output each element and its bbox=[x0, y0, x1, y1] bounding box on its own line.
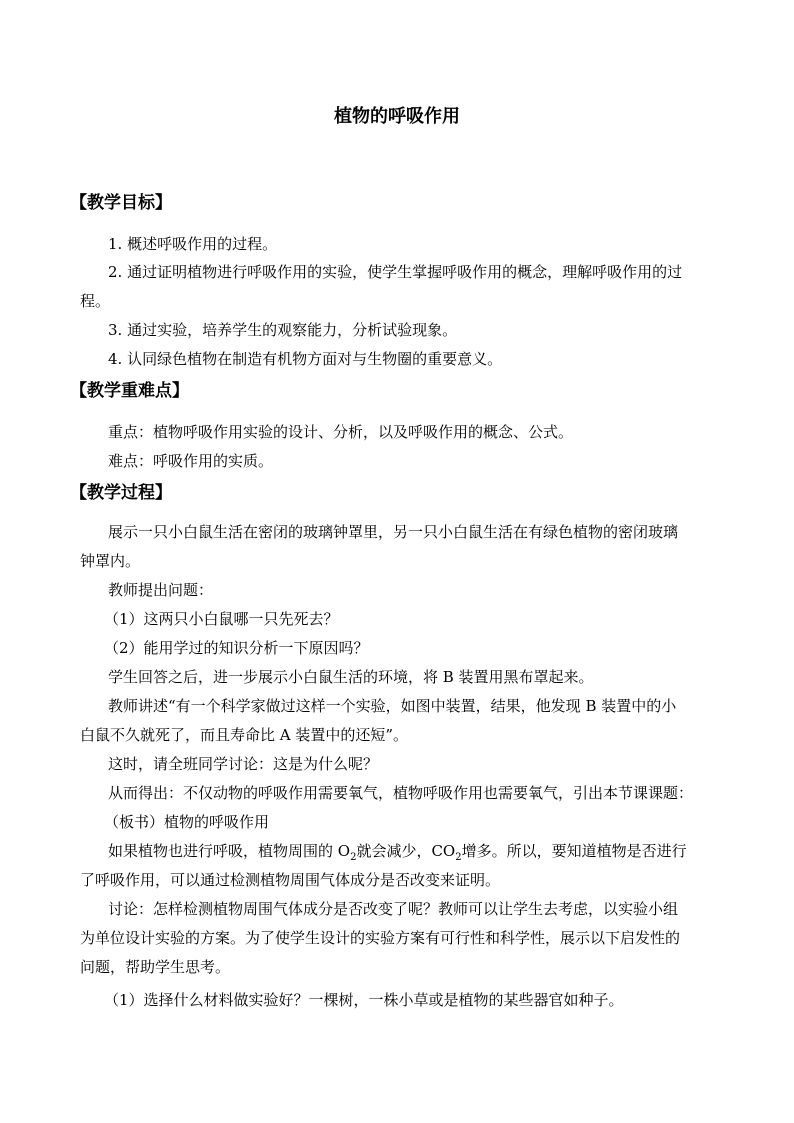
page-title: 植物的呼吸作用 bbox=[334, 106, 460, 127]
objective-3: 3. 通过实验，培养学生的观察能力，分析试验现象。 bbox=[108, 321, 458, 339]
process-paragraph: 教师讲述“有一个科学家做过这样一个实验，如图中装置，结果，他发现 B 装置中的小 bbox=[108, 697, 677, 715]
section-heading-keypoints: 【教学重难点】 bbox=[70, 381, 189, 401]
objective-1: 1. 概述呼吸作用的过程。 bbox=[108, 235, 278, 253]
section-heading-objectives: 【教学目标】 bbox=[70, 193, 172, 213]
process-board-note: （板书）植物的呼吸作用 bbox=[104, 813, 270, 831]
gas-text-2: 就会减少，CO bbox=[356, 842, 456, 860]
process-paragraph: 学生回答之后，进一步展示小白鼠生活的环境，将 B 装置用黑布罩起来。 bbox=[108, 668, 594, 686]
objective-4: 4. 认同绿色植物在制造有机物方面对与生物圈的重要意义。 bbox=[108, 350, 503, 368]
process-paragraph-gas bbox=[108, 839, 687, 863]
process-paragraph: 展示一只小白鼠生活在密闭的玻璃钟罩里，另一只小白鼠生活在有绿色植物的密闭玻璃 bbox=[108, 523, 679, 541]
oxygen-subscript: 2 bbox=[350, 852, 357, 863]
objective-2: 2. 通过证明植物进行呼吸作用的实验，使学生掌握呼吸作用的概念，理解呼吸作用的过 bbox=[108, 263, 683, 281]
gas-text-3: 增多。所以，要知道植物是否进行 bbox=[461, 842, 687, 860]
co2-subscript: 2 bbox=[455, 852, 462, 863]
gas-text-1: 如果植物也进行呼吸，植物周围的 O bbox=[108, 842, 351, 860]
process-paragraph: 从而得出：不仅动物的呼吸作用需要氧气，植物呼吸作用也需要氧气，引出本节课课题： bbox=[108, 784, 694, 802]
process-paragraph: 讨论：怎样检测植物周围气体成分是否改变了呢？教师可以让学生去考虑，以实验小组 bbox=[108, 900, 679, 918]
process-paragraph: 白鼠不久就死了，而且寿命比 A 装置中的还短”。 bbox=[80, 726, 409, 744]
process-paragraph: 问题，帮助学生思考。 bbox=[80, 958, 231, 976]
keypoint-important: 重点：植物呼吸作用实验的设计、分析，以及呼吸作用的概念、公式。 bbox=[108, 423, 574, 441]
process-paragraph: 为单位设计实验的方案。为了使学生设计的实验方案有可行性和科学性，展示以下启发性的 bbox=[80, 929, 681, 947]
keypoint-difficult: 难点：呼吸作用的实质。 bbox=[108, 452, 274, 470]
process-paragraph: 了呼吸作用，可以通过检测植物周围气体成分是否改变来证明。 bbox=[80, 871, 501, 889]
objective-2-cont: 程。 bbox=[80, 292, 111, 310]
process-question-1: （1）这两只小白鼠哪一只先死去？ bbox=[104, 610, 339, 628]
process-paragraph: 钟罩内。 bbox=[80, 552, 141, 570]
process-question-2: （2）能用学过的知识分析一下原因吗？ bbox=[104, 639, 369, 657]
process-paragraph: 这时，请全班同学讨论：这是为什么呢？ bbox=[108, 755, 379, 773]
process-paragraph: 教师提出问题： bbox=[108, 581, 214, 599]
process-question-material: （1）选择什么材料做实验好？一棵树，一株小草或是植物的某些器官如种子。 bbox=[104, 991, 624, 1009]
section-heading-process: 【教学过程】 bbox=[70, 483, 172, 503]
